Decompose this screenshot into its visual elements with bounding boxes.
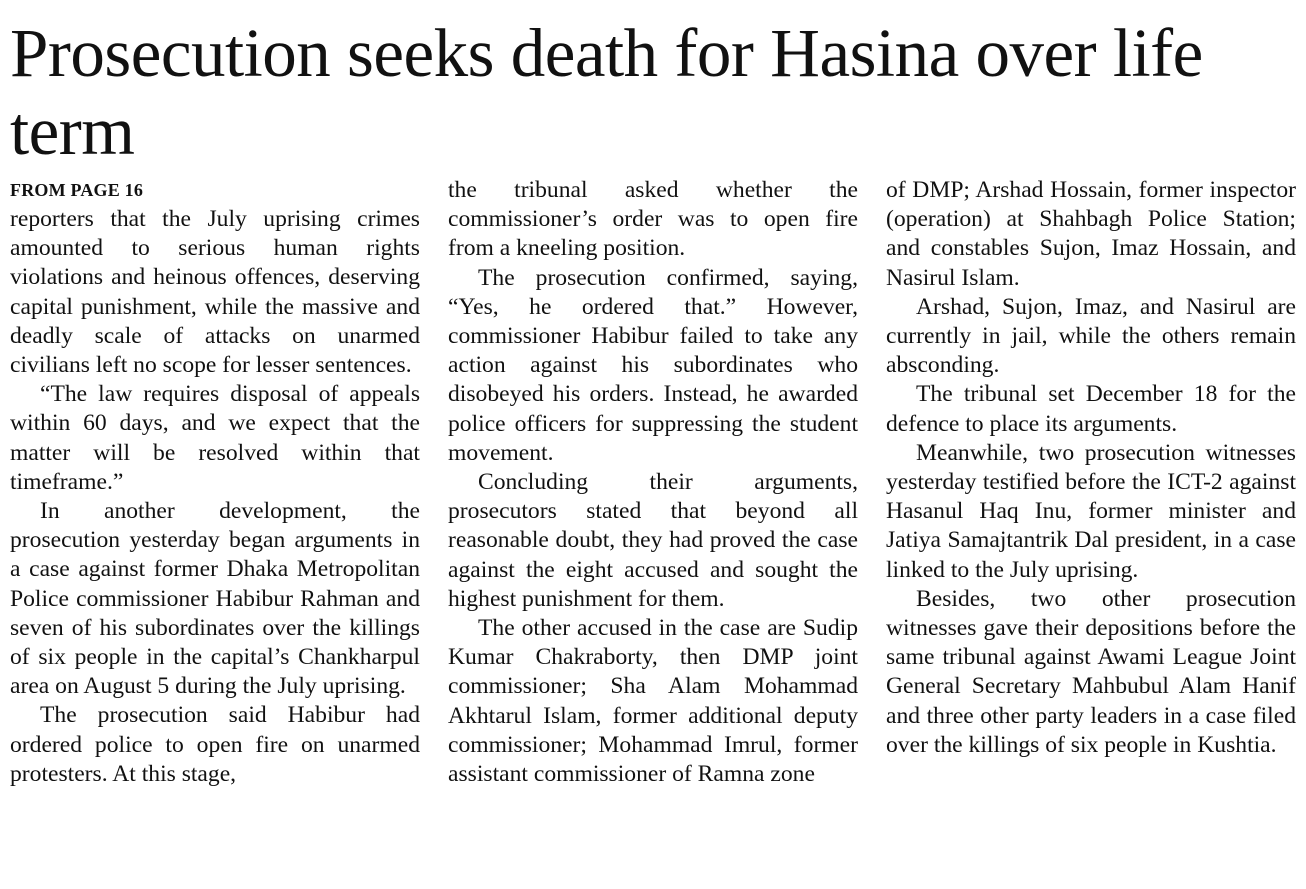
paragraph: Meanwhile, two prosecution witnesses yesterday testified before the ICT-2 against Hasanul Haq Inu, former minister and Jatiya Samajtantrik Dal president, in a case linked to the July uprising. <box>886 439 1296 583</box>
paragraph: Besides, two other prosecution witnesses gave their depositions before the same tribunal against Awami League Joint General Secretary Mahbubul Alam Hanif and three other party leaders in a case filed over the killings of six people in Kushtia. <box>886 585 1296 758</box>
paragraph: reporters that the July uprising crimes amounted to serious human rights violations and heinous offences, deserving capital punishment, while the massive and deadly scale of attacks on unarmed civilians left no scope for lesser sentences. <box>10 206 420 379</box>
paragraph: “The law requires disposal of appeals within 60 days, and we expect that the matter will be resolved within that timeframe.” <box>10 381 420 495</box>
paragraph: of DMP; Arshad Hossain, former inspector (operation) at Shahbagh Police Station; and constables Sujon, Imaz Hossain, and Nasirul Islam. <box>886 177 1296 291</box>
paragraph: Concluding their arguments, prosecutors stated that beyond all reasonable doubt, they had proved the case against the eight accused and sought the highest punishment for them. <box>448 469 858 612</box>
paragraph: the tribunal asked whether the commissioner’s order was to open fire from a kneeling position. <box>448 177 858 262</box>
article-column-2 <box>448 176 858 886</box>
article-column-1 <box>10 176 420 886</box>
continuation-kicker: FROM PAGE 16 <box>10 180 144 200</box>
paragraph: The other accused in the case are Sudip Kumar Chakraborty, then DMP joint commissioner; Sha Alam Mohammad Akhtarul Islam, former additional deputy commissioner; Mohammad Imrul, former assistant commissioner of Ramna zone <box>448 615 858 788</box>
headline: Prosecution seeks death for Hasina over life term <box>10 15 1203 169</box>
paragraph: The prosecution confirmed, saying, “Yes, he ordered that.” However, commissioner Habibur failed to take any action against his subordinates who disobeyed his orders. Instead, he awarded police officers for suppressing the student movement. <box>448 264 858 466</box>
paragraph: The tribunal set December 18 for the defence to place its arguments. <box>886 381 1296 437</box>
paragraph: In another development, the prosecution yesterday began arguments in a case against former Dhaka Metropolitan Police commissioner Habibur Rahman and seven of his subordinates over the killings of six people in the capital’s Chankharpul area on August 5 during the July uprising. <box>10 498 420 700</box>
article-column-3 <box>886 176 1296 886</box>
paragraph: The prosecution said Habibur had ordered police to open fire on unarmed protesters. At this stage, <box>10 702 420 787</box>
paragraph: Arshad, Sujon, Imaz, and Nasirul are currently in jail, while the others remain absconding. <box>886 293 1296 379</box>
